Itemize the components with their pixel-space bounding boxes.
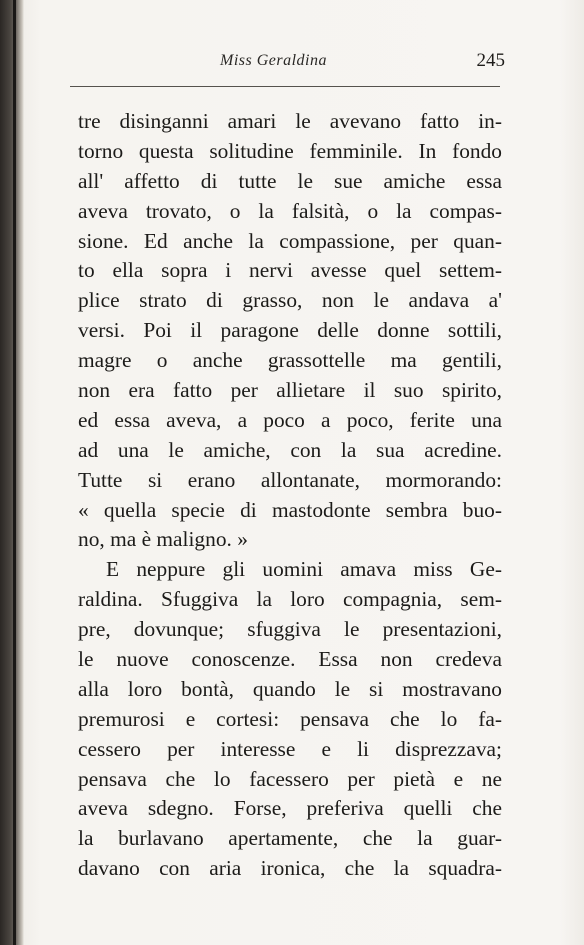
text-line: all' affetto di tutte le sue amiche essa (78, 168, 502, 193)
text-line: ed essa aveva, a poco a poco, ferite una (78, 407, 502, 432)
text-line: Tutte si erano allontanate, mormorando: (78, 467, 502, 492)
text-line: premurosi e cortesi: pensava che lo fa- (78, 706, 502, 731)
binding-thread (13, 0, 16, 945)
text-line: « quella specie di mastodonte sembra buo- (78, 497, 502, 522)
text-line: torno questa solitudine femminile. In fondo (78, 138, 502, 163)
body-text (78, 107, 502, 884)
text-line: no, ma è maligno. » (78, 527, 248, 552)
text-line: ad una le amiche, con la sua acredine. (78, 437, 502, 462)
text-line: raldina. Sfuggiva la loro compagnia, sem- (78, 587, 502, 612)
text-line: to ella sopra i nervi avesse quel settem- (78, 258, 502, 283)
text-line: pre, dovunque; sfuggiva le presentazioni, (78, 617, 502, 642)
text-line: la burlavano apertamente, che la guar- (78, 826, 502, 851)
text-line: plice strato di grasso, non le andava a' (78, 288, 502, 313)
text-line: magre o anche grassottelle ma gentili, (78, 348, 502, 373)
text-line: aveva trovato, o la falsità, o la compas- (78, 198, 502, 223)
book-spine (0, 0, 24, 945)
text-line: tre disinganni amari le avevano fatto in- (78, 109, 502, 133)
text-line: davano con aria ironica, che la squadra- (78, 856, 502, 881)
text-line: cessero per interesse e li disprezzava; (78, 736, 502, 761)
page-number: 245 (476, 50, 505, 71)
text-line: pensava che lo facessero per pietà e ne (78, 766, 502, 791)
text-line: E neppure gli uomini amava miss Ge- (106, 557, 502, 582)
text-line: le nuove conoscenze. Essa non credeva (78, 647, 502, 672)
text-line: alla loro bontà, quando le si mostravano (78, 676, 502, 701)
header-rule (70, 86, 500, 87)
text-line: sione. Ed anche la compassione, per quan- (78, 228, 502, 253)
text-line: versi. Poi il paragone delle donne sottili, (78, 318, 502, 343)
text-line: aveva sdegno. Forse, preferiva quelli che (78, 796, 502, 821)
text-line: non era fatto per allietare il suo spirito, (78, 378, 502, 403)
page-header (75, 50, 505, 80)
running-title: Miss Geraldina (220, 52, 327, 69)
